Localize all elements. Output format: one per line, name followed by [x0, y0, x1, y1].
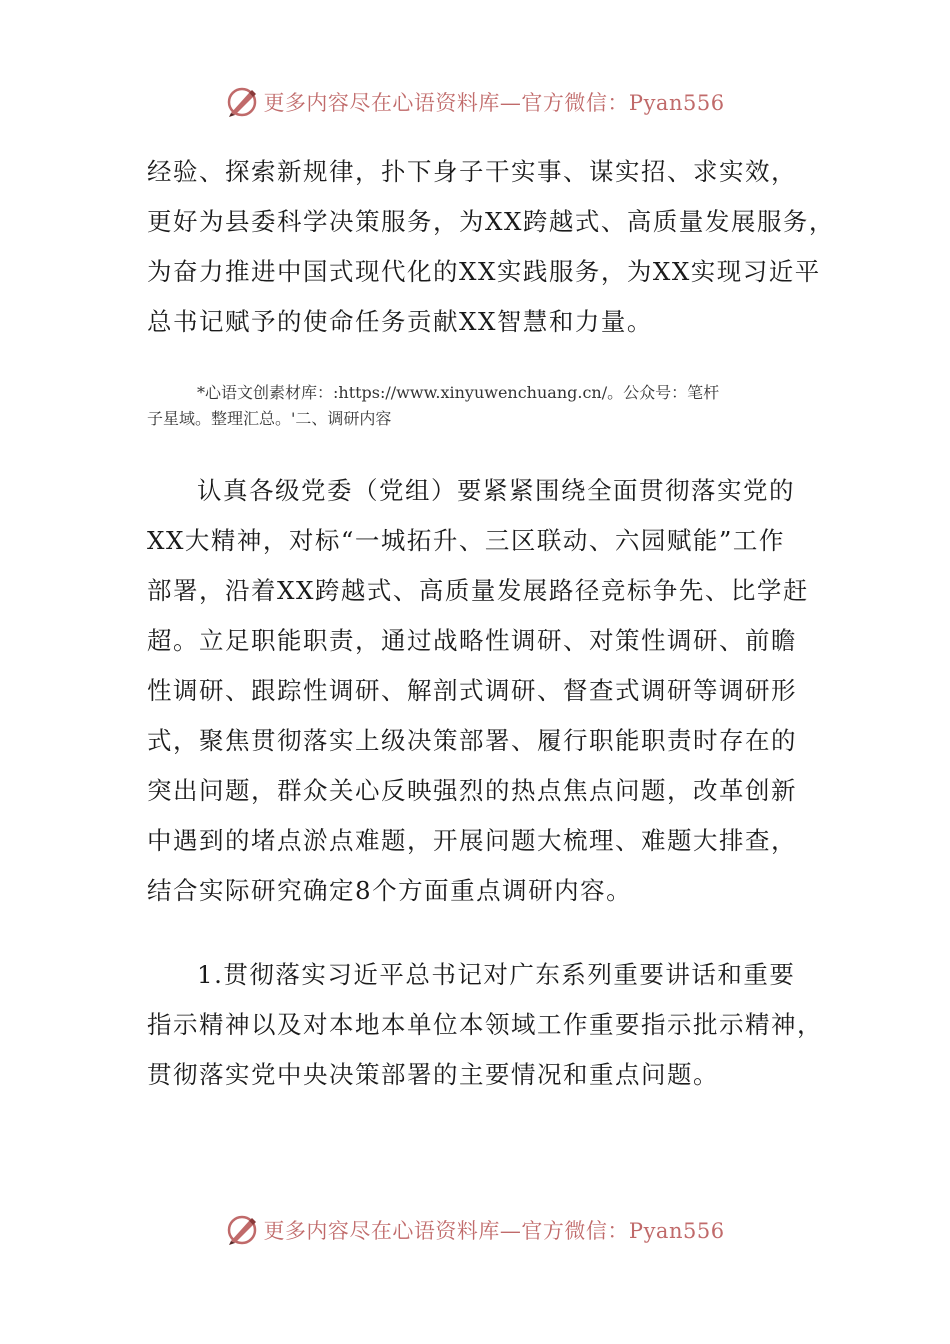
text-line: 贯彻落实党中央决策部署的主要情况和重点问题。	[147, 1060, 719, 1089]
note-line: *心语文创素材库：:https://www.xinyuwenchuang.cn/。公众号：笔杆	[197, 383, 720, 402]
text-line: 性调研、跟踪性调研、解剖式调研、督查式调研等调研形	[147, 676, 797, 705]
text-line: 结合实际研究确定8个方面重点调研内容。	[147, 876, 633, 905]
text-line: XX大精神，对标“一城拓升、三区联动、六园赋能”工作	[147, 526, 785, 555]
pen-logo-icon	[225, 1213, 259, 1247]
footer-banner	[0, 1210, 950, 1250]
banner-text: 更多内容尽在心语资料库—官方微信：Pyan556	[263, 91, 725, 115]
text-line: 超。立足职能职责，通过战略性调研、对策性调研、前瞻	[147, 626, 797, 655]
source-note	[147, 380, 719, 432]
text-line: 1.贯彻落实习近平总书记对广东系列重要讲话和重要	[197, 960, 796, 989]
note-line: 子星域。整理汇总。'二、调研内容	[147, 409, 392, 428]
text-line: 突出问题，群众关心反映强烈的热点焦点问题，改革创新	[147, 776, 797, 805]
text-line: 部署，沿着XX跨越式、高质量发展路径竞标争先、比学赶	[147, 576, 809, 605]
paragraph-3	[147, 950, 823, 1100]
banner-text: 更多内容尽在心语资料库—官方微信：Pyan556	[263, 1219, 725, 1243]
paragraph-2	[147, 466, 809, 916]
paragraph-1	[147, 147, 835, 347]
text-line: 指示精神以及对本地本单位本领域工作重要指示批示精神，	[147, 1010, 823, 1039]
text-line: 总书记赋予的使命任务贡献XX智慧和力量。	[147, 307, 653, 336]
text-line: 为奋力推进中国式现代化的XX实践服务，为XX实现习近平	[147, 257, 821, 286]
text-line: 式，聚焦贯彻落实上级决策部署、履行职能职责时存在的	[147, 726, 797, 755]
text-line: 认真各级党委（党组）要紧紧围绕全面贯彻落实党的	[197, 476, 795, 505]
header-banner	[0, 82, 950, 122]
text-line: 更好为县委科学决策服务，为XX跨越式、高质量发展服务，	[147, 207, 835, 236]
text-line: 中遇到的堵点淤点难题，开展问题大梳理、难题大排查，	[147, 826, 797, 855]
text-line: 经验、探索新规律，扑下身子干实事、谋实招、求实效，	[147, 157, 797, 186]
pen-logo-icon	[225, 85, 259, 119]
